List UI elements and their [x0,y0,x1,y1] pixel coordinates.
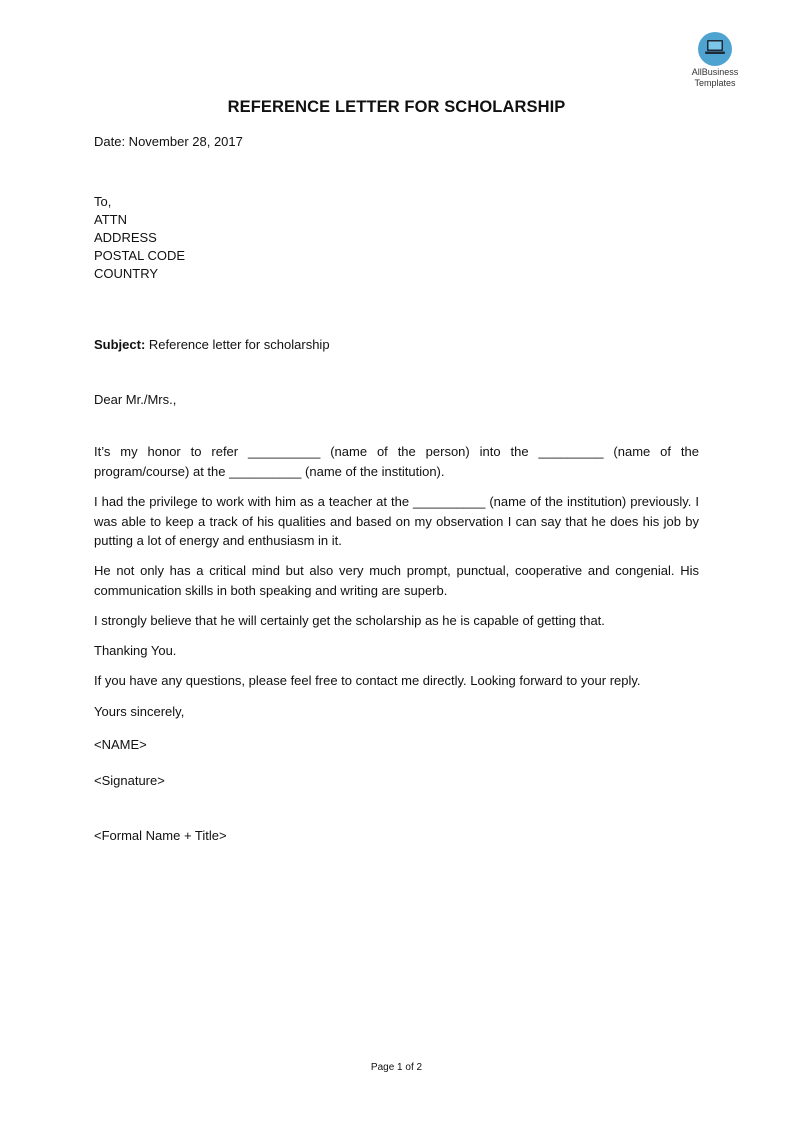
address-to: To, [94,194,112,209]
address-line: ADDRESS [94,230,157,245]
paragraph-qualities: He not only has a critical mind but also very much prompt, punctual, cooperative and congenial. His communication skills in both speaking and writing are superb. [94,563,699,598]
signature-placeholder: <Signature> [94,773,165,788]
subject-text: Reference letter for scholarship [145,337,330,352]
subject-label: Subject: [94,337,146,352]
subject-line [94,336,330,354]
logo-text-line2: Templates [694,78,736,88]
paragraph-belief: I strongly believe that he will certainly get the scholarship as he is capable of getting that. [94,613,605,628]
salutation: Dear Mr./Mrs., [94,392,177,407]
address-postal-code: POSTAL CODE [94,248,186,263]
formal-name-placeholder: <Formal Name + Title> [94,828,227,843]
paragraph-referral: It’s my honor to refer __________ (name of the person) into the _________ (name of the program/course) at the __________ (name of the institution). [94,444,699,479]
paragraph-thanks: Thanking You. [94,643,177,658]
laptop-icon [698,32,732,66]
address-country: COUNTRY [94,266,159,281]
logo-text-line1: AllBusiness [691,67,739,77]
name-placeholder: <NAME> [94,737,147,752]
allbusiness-logo [680,32,750,88]
letter-title: REFERENCE LETTER FOR SCHOLARSHIP [227,98,566,116]
letter-date: Date: November 28, 2017 [94,134,243,149]
page-number: Page 1 of 2 [370,1062,423,1073]
address-attn: ATTN [94,212,127,227]
paragraph-experience: I had the privilege to work with him as a teacher at the __________ (name of the institution) previously. I was able to keep a track of his qualities and based on my observation I can say that he does his job by putting a lot of energy and enthusiasm in it. [94,494,699,548]
paragraph-contact: If you have any questions, please feel free to contact me directly. Looking forward to your reply. [94,673,641,688]
closing: Yours sincerely, [94,704,185,719]
